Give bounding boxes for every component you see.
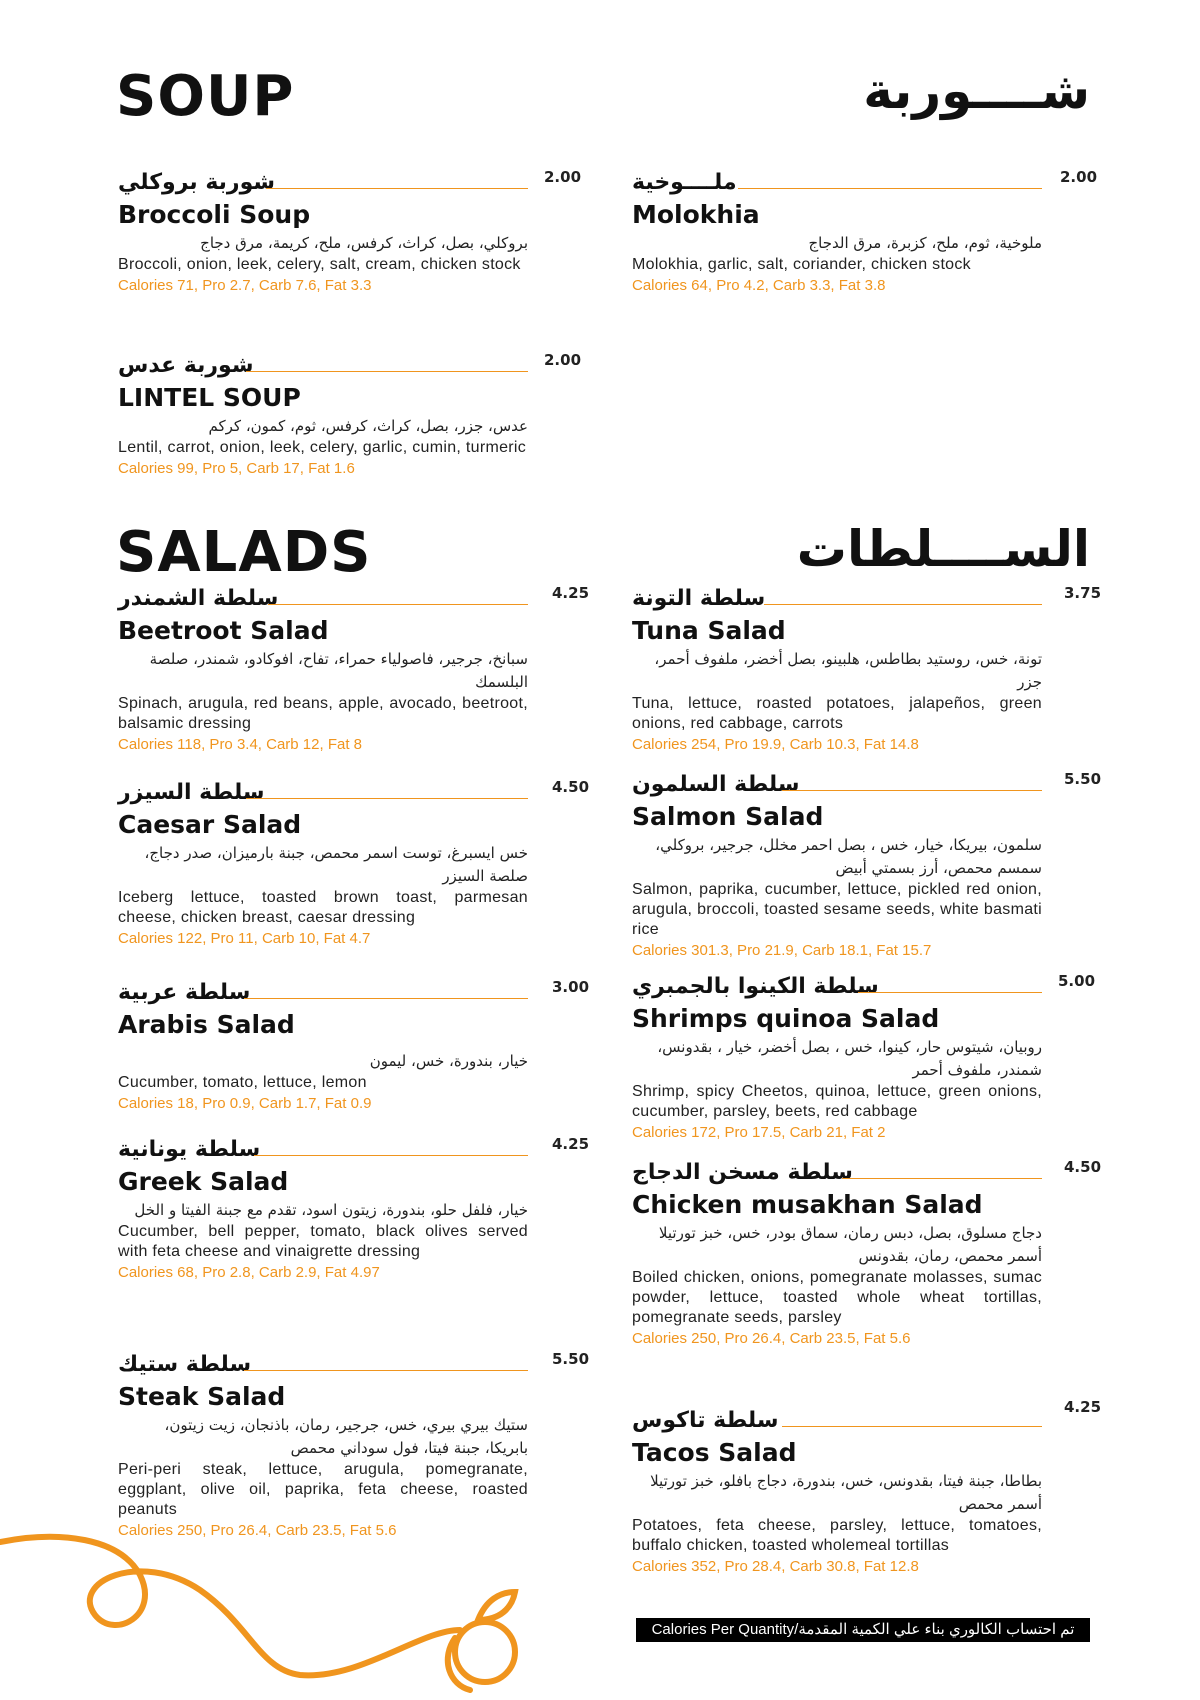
- leader-line: [782, 1426, 1042, 1427]
- item-price: 5.50: [1064, 770, 1102, 788]
- item-name-en: Steak Salad: [118, 1382, 286, 1411]
- item-desc-ar: بروكلي، بصل، كراث، كرفس، ملح، كريمة، مرق دجاج: [200, 234, 528, 252]
- item-name-en: Molokhia: [632, 200, 760, 229]
- calories-footnote: Calories Per Quantity/تم احتساب الكالوري بناء علي الكمية المقدمة: [636, 1618, 1090, 1642]
- item-desc-en: Shrimp, spicy Cheetos, quinoa, lettuce, green onions, cucumber, parsley, beets, red cabbage: [632, 1083, 1042, 1120]
- leader-line: [782, 790, 1042, 791]
- item-desc-ar: عدس، جزر، بصل، كراث، كرفس، ثوم، كمون، كركم: [208, 417, 528, 435]
- item-desc-en: Iceberg lettuce, toasted brown toast, parmesan cheese, chicken breast, caesar dressing: [118, 889, 528, 926]
- item-calories: Calories 352, Pro 28.4, Carb 30.8, Fat 12.8: [632, 1558, 919, 1575]
- menu-item-shrimps-quinoa-salad: [632, 972, 1096, 1144]
- salads-title-en: SALADS: [116, 520, 372, 585]
- menu-item-arabis-salad: [118, 978, 590, 1115]
- item-price: 4.50: [552, 778, 590, 796]
- menu-item-molokhia: [632, 168, 1098, 297]
- item-name-en: Beetroot Salad: [118, 616, 329, 645]
- orange-swirl-decoration-icon: [0, 1520, 560, 1700]
- item-desc-ar: روبيان، شيتوس حار، كينوا، خس ، بصل أخضر، خيار ، بقدونس، شمندر، ملفوف أحمر: [657, 1038, 1042, 1079]
- item-calories: Calories 99, Pro 5, Carb 17, Fat 1.6: [118, 460, 355, 477]
- menu-item-beetroot-salad: [118, 584, 590, 756]
- item-calories: Calories 118, Pro 3.4, Carb 12, Fat 8: [118, 736, 363, 753]
- item-name-en: LINTEL SOUP: [118, 383, 301, 412]
- item-desc-en: Molokhia, garlic, salt, coriander, chicken stock: [632, 256, 971, 273]
- item-name-ar: سلطة ستيك: [118, 1352, 252, 1377]
- item-price: 2.00: [1060, 168, 1098, 186]
- item-desc-en: Tuna, lettuce, roasted potatoes, jalapeños, green onions, red cabbage, carrots: [632, 695, 1042, 732]
- item-price: 2.00: [544, 351, 582, 369]
- item-desc-en: Potatoes, feta cheese, parsley, lettuce, tomatoes, buffalo chicken, toasted wholemeal tortillas: [632, 1517, 1042, 1554]
- item-name-ar: ملــــوخية: [632, 170, 737, 195]
- menu-item-salmon-salad: [632, 770, 1102, 962]
- leader-line: [254, 1155, 528, 1156]
- item-desc-ar: دجاج مسلوق، بصل، دبس رمان، سماق بودر، خس، خبز تورتيلا أسمر محمص، رمان، بقدونس: [658, 1224, 1042, 1265]
- leader-line: [738, 188, 1042, 189]
- item-name-ar: سلطة التونة: [632, 586, 766, 611]
- item-calories: Calories 64, Pro 4.2, Carb 3.3, Fat 3.8: [632, 277, 886, 294]
- item-name-ar: سلطة مسخن الدجاج: [632, 1160, 853, 1185]
- item-desc-ar: تونة، خس، روستيد بطاطس، هلبينو، بصل أخضر، ملفوف أحمر، جزر: [654, 650, 1042, 691]
- soup-title-ar: شــــوربة: [863, 62, 1090, 120]
- item-price: 4.25: [552, 584, 590, 602]
- leader-line: [842, 1178, 1042, 1179]
- item-name-ar: سلطة السلمون: [632, 772, 800, 797]
- item-name-ar: شوربة بروكلي: [118, 170, 276, 195]
- item-name-ar: سلطة الكينوا بالجمبري: [632, 974, 879, 999]
- leader-line: [764, 604, 1042, 605]
- item-name-en: Arabis Salad: [118, 1010, 295, 1039]
- leader-line: [858, 992, 1042, 993]
- menu-item-lintel-soup: [118, 351, 582, 480]
- leader-line: [246, 798, 528, 799]
- item-name-en: Shrimps quinoa Salad: [632, 1004, 940, 1033]
- item-desc-ar: ستيك بيري بيري، خس، جرجير، رمان، باذنجان، زيت زيتون، بابريكا، جبنة فيتا، فول سوداني محمص: [164, 1416, 528, 1457]
- item-calories: Calories 301.3, Pro 21.9, Carb 18.1, Fat 15.7: [632, 942, 932, 959]
- menu-item-steak-salad: [118, 1350, 590, 1542]
- menu-item-tuna-salad: [632, 584, 1102, 756]
- item-name-en: Tuna Salad: [632, 616, 786, 645]
- menu-item-broccoli-soup: [118, 168, 582, 297]
- leader-line: [268, 604, 528, 605]
- leader-line: [266, 188, 528, 189]
- item-name-en: Broccoli Soup: [118, 200, 311, 229]
- item-name-ar: سلطة يونانية: [118, 1137, 261, 1162]
- item-price: 3.75: [1064, 584, 1102, 602]
- item-desc-en: Lentil, carrot, onion, leek, celery, garlic, cumin, turmeric: [118, 439, 527, 456]
- item-desc-ar: بطاطا، جبنة فيتا، بقدونس، خس، بندورة، دجاج بافلو، خبز تورتيلا أسمر محمص: [650, 1472, 1042, 1513]
- item-desc-en: Spinach, arugula, red beans, apple, avocado, beetroot, balsamic dressing: [118, 695, 528, 732]
- item-desc-ar: خيار، بندورة، خس، ليمون: [369, 1052, 528, 1070]
- menu-item-chicken-musakhan-salad: [632, 1158, 1102, 1350]
- item-name-ar: سلطة الشمندر: [118, 586, 279, 611]
- item-calories: Calories 250, Pro 26.4, Carb 23.5, Fat 5.6: [118, 1522, 397, 1539]
- item-desc-en: Salmon, paprika, cucumber, lettuce, pickled red onion, arugula, broccoli, toasted sesame seeds, white basmati rice: [632, 881, 1042, 938]
- item-price: 5.00: [1058, 972, 1096, 990]
- item-price: 4.25: [1064, 1398, 1102, 1416]
- item-name-en: Tacos Salad: [632, 1438, 797, 1467]
- item-name-ar: سلطة السيزر: [118, 780, 265, 805]
- leader-line: [244, 1370, 528, 1371]
- item-price: 4.25: [552, 1135, 590, 1153]
- item-name-ar: سلطة عربية: [118, 980, 251, 1005]
- menu-item-greek-salad: [118, 1135, 590, 1284]
- item-desc-en: Peri-peri steak, lettuce, arugula, pomegranate, eggplant, olive oil, paprika, feta cheese, roasted peanuts: [118, 1461, 528, 1518]
- item-desc-en: Cucumber, tomato, lettuce, lemon: [118, 1074, 367, 1091]
- salads-title-ar: الســــلطات: [796, 520, 1090, 578]
- item-name-en: Chicken musakhan Salad: [632, 1190, 983, 1219]
- item-name-ar: شوربة عدس: [118, 353, 254, 378]
- item-desc-en: Broccoli, onion, leek, celery, salt, cream, chicken stock: [118, 256, 521, 273]
- item-calories: Calories 68, Pro 2.8, Carb 2.9, Fat 4.97: [118, 1264, 380, 1281]
- item-calories: Calories 172, Pro 17.5, Carb 21, Fat 2: [632, 1124, 886, 1141]
- item-price: 4.50: [1064, 1158, 1102, 1176]
- item-name-en: Caesar Salad: [118, 810, 302, 839]
- item-calories: Calories 250, Pro 26.4, Carb 23.5, Fat 5.6: [632, 1330, 911, 1347]
- soup-title-en: SOUP: [116, 64, 295, 129]
- item-name-en: Salmon Salad: [632, 802, 824, 831]
- leader-line: [244, 998, 528, 999]
- item-price: 5.50: [552, 1350, 590, 1368]
- item-calories: Calories 18, Pro 0.9, Carb 1.7, Fat 0.9: [118, 1095, 372, 1112]
- item-desc-ar: ملوخية، ثوم، ملح، كزبرة، مرق الدجاج: [808, 234, 1042, 252]
- item-desc-ar: خس ايسبرغ، توست اسمر محمص، جبنة بارميزان، صدر دجاج، صلصة السيزر: [144, 844, 528, 885]
- item-calories: Calories 71, Pro 2.7, Carb 7.6, Fat 3.3: [118, 277, 372, 294]
- item-price: 3.00: [552, 978, 590, 996]
- item-desc-ar: خيار، فلفل حلو، بندورة، زيتون اسود، تقدم مع جبنة الفيتا و الخل: [134, 1201, 528, 1219]
- item-name-ar: سلطة تاكوس: [632, 1408, 779, 1433]
- item-calories: Calories 122, Pro 11, Carb 10, Fat 4.7: [118, 930, 371, 947]
- item-desc-ar: سلمون، بيريكا، خيار، خس ، بصل احمر مخلل، جرجير، بروكلي، سمسم محمص، أرز بسمتي أبيض: [655, 836, 1042, 877]
- item-price: 2.00: [544, 168, 582, 186]
- item-desc-en: Cucumber, bell pepper, tomato, black olives served with feta cheese and vinaigrette dressing: [118, 1223, 528, 1260]
- menu-item-caesar-salad: [118, 778, 590, 950]
- item-name-en: Greek Salad: [118, 1167, 289, 1196]
- leader-line: [246, 371, 528, 372]
- menu-item-tacos-salad: [632, 1398, 1102, 1578]
- item-desc-ar: سبانخ، جرجير، فاصولياء حمراء، تفاح، افوكادو، شمندر، صلصة البلسمك: [149, 650, 528, 691]
- item-desc-en: Boiled chicken, onions, pomegranate molasses, sumac powder, lettuce, toasted whole wheat tortillas, pomegranate seeds, parsley: [632, 1269, 1042, 1326]
- item-calories: Calories 254, Pro 19.9, Carb 10.3, Fat 14.8: [632, 736, 919, 753]
